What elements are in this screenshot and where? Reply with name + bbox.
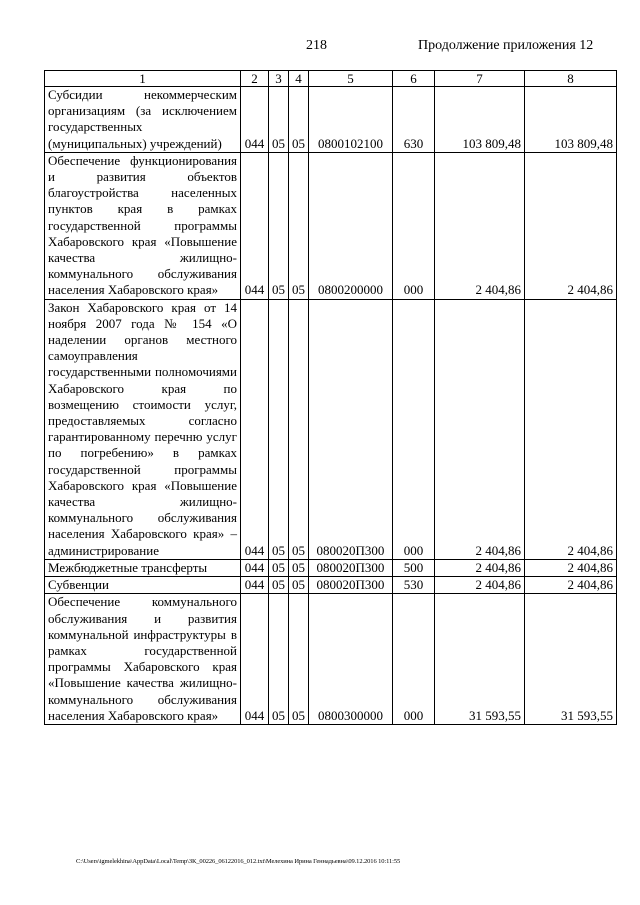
column-header: 1 (45, 71, 241, 87)
column-header: 3 (269, 71, 289, 87)
expense-type-code: 630 (393, 87, 435, 153)
amount-col8: 2 404,86 (525, 152, 617, 299)
expense-type-code: 500 (393, 559, 435, 576)
amount-col7: 2 404,86 (435, 152, 525, 299)
column-header: 2 (241, 71, 269, 87)
target-article-code: 080020П300 (309, 559, 393, 576)
amount-col7: 31 593,55 (435, 594, 525, 725)
table-row (45, 152, 617, 299)
amount-col8: 103 809,48 (525, 87, 617, 153)
row-name: Межбюджетные трансферты (45, 559, 241, 576)
amount-col8: 2 404,86 (525, 299, 617, 559)
column-header: 6 (393, 71, 435, 87)
ministry-code: 044 (241, 87, 269, 153)
column-header: 7 (435, 71, 525, 87)
subsection-code: 05 (289, 87, 309, 153)
page-number: 218 (306, 38, 327, 53)
column-header: 5 (309, 71, 393, 87)
amount-col8: 31 593,55 (525, 594, 617, 725)
amount-col8: 2 404,86 (525, 577, 617, 594)
target-article-code: 0800200000 (309, 152, 393, 299)
section-code: 05 (269, 594, 289, 725)
continuation-label: Продолжение приложения 12 (418, 38, 594, 53)
table-row (45, 577, 617, 594)
amount-col7: 2 404,86 (435, 577, 525, 594)
expense-type-code: 530 (393, 577, 435, 594)
amount-col8: 2 404,86 (525, 559, 617, 576)
amount-col7: 2 404,86 (435, 559, 525, 576)
target-article-code: 0800300000 (309, 594, 393, 725)
expense-type-code: 000 (393, 299, 435, 559)
table-row (45, 87, 617, 153)
row-name: Субвенции (45, 577, 241, 594)
budget-table (44, 70, 617, 725)
header-row (45, 71, 617, 87)
ministry-code: 044 (241, 559, 269, 576)
row-name: Обеспечение функционирования и развития объектов благоустройства населенных пунктов края в рамках государственной программы Хабаровского края «Повышение качества жилищно-коммунального обслуживания населения Хабаровского края» (45, 152, 241, 299)
section-code: 05 (269, 299, 289, 559)
subsection-code: 05 (289, 594, 309, 725)
subsection-code: 05 (289, 299, 309, 559)
row-name: Субсидии некоммерческим организациям (за исключением государственных (муниципальных) учреждений) (45, 87, 241, 153)
column-header: 8 (525, 71, 617, 87)
target-article-code: 080020П300 (309, 299, 393, 559)
subsection-code: 05 (289, 152, 309, 299)
subsection-code: 05 (289, 559, 309, 576)
table-row (45, 594, 617, 725)
target-article-code: 080020П300 (309, 577, 393, 594)
row-name: Обеспечение коммунального обслуживания и развития коммунальной инфраструктуры в рамках государственной программы Хабаровского края «Повышение качества жилищно-коммунального обслуживания населения Хабаровского края» (45, 594, 241, 725)
file-path-footer: C:\Users\igmelekhina\AppData\Local\Temp\ЗК_00226_06122016_012.txt\Мелехина Ирина Геннадьевна\09.12.2016 10:11:55 (76, 858, 401, 865)
subsection-code: 05 (289, 577, 309, 594)
ministry-code: 044 (241, 299, 269, 559)
expense-type-code: 000 (393, 594, 435, 725)
table-row (45, 559, 617, 576)
amount-col7: 103 809,48 (435, 87, 525, 153)
section-code: 05 (269, 559, 289, 576)
ministry-code: 044 (241, 577, 269, 594)
expense-type-code: 000 (393, 152, 435, 299)
section-code: 05 (269, 577, 289, 594)
column-header: 4 (289, 71, 309, 87)
amount-col7: 2 404,86 (435, 299, 525, 559)
table-row (45, 299, 617, 559)
target-article-code: 0800102100 (309, 87, 393, 153)
ministry-code: 044 (241, 594, 269, 725)
section-code: 05 (269, 152, 289, 299)
section-code: 05 (269, 87, 289, 153)
ministry-code: 044 (241, 152, 269, 299)
row-name: Закон Хабаровского края от 14 ноября 2007 года № 154 «О наделении органов местного самоуправления государственными полномочиями Хабаровского края по возмещению стоимости услуг, предоставляемых согласно гарантированному перечню услуг по погребению» в рамках государственной программы Хабаровского края «Повышение качества жилищно-коммунального обслуживания населения Хабаровского края» – администрирование (45, 299, 241, 559)
